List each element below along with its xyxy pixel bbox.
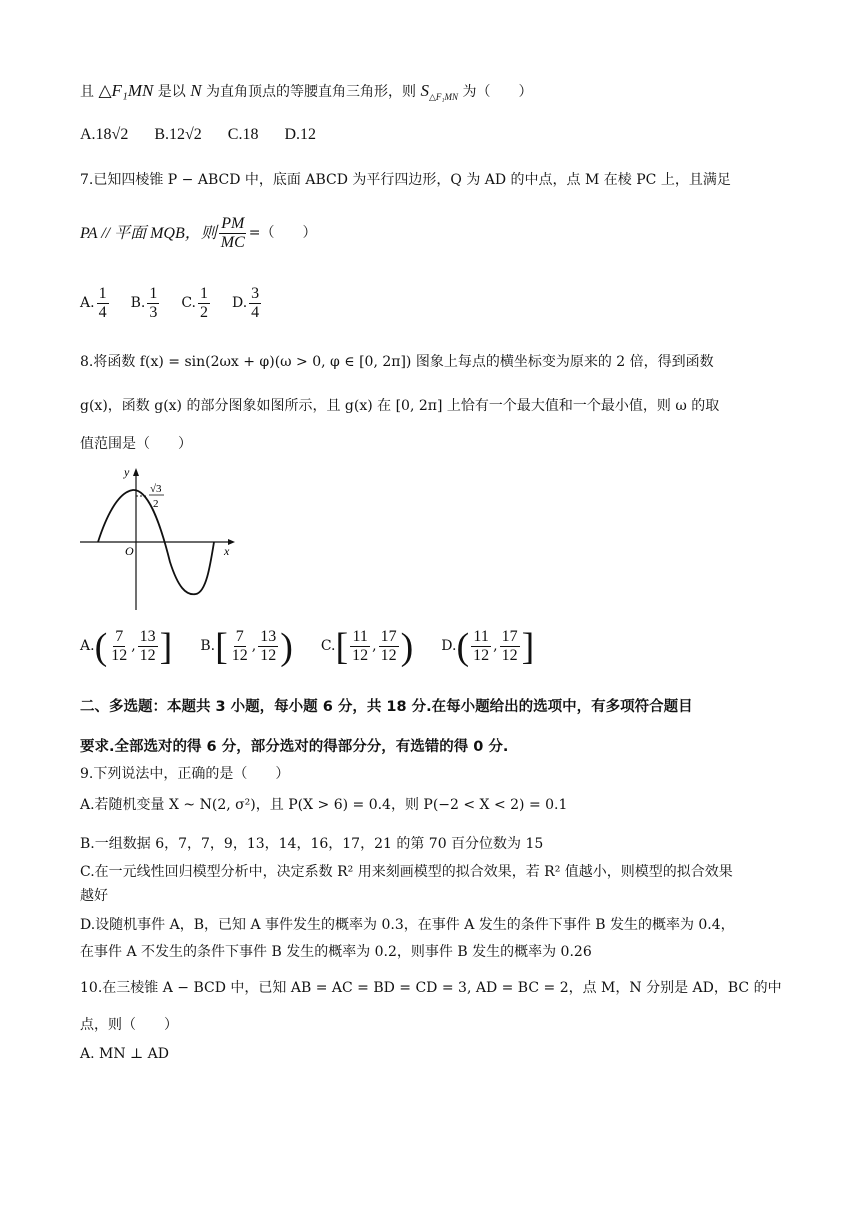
- q6-option-a: A.18√2: [80, 126, 129, 143]
- q8-close-bracket: ): [400, 626, 414, 668]
- q9-option-a: A.若随机变量 X ~ N(2, σ²)，且 P(X > 6) = 0.4，则 P(−2 < X < 2) = 0.1: [80, 797, 568, 813]
- q7-condition: [80, 216, 316, 252]
- q6-n: N: [190, 81, 202, 100]
- q9-option-c-2: 越好: [80, 888, 108, 904]
- q8-close-bracket: ): [280, 626, 293, 668]
- q8-lower-den: 12: [231, 646, 248, 664]
- q8-option-d: D. ( $\frac{11}{12}$ , $\frac{17}{12}$ ]: [441, 626, 535, 668]
- q6-prefix: 且: [80, 84, 94, 100]
- q6-desc: 为直角顶点的等腰直角三角形，则: [206, 84, 417, 100]
- q8-lower-den: 12: [111, 646, 128, 664]
- q7-option-label: C.: [181, 295, 196, 312]
- q7-option-num: 1: [149, 285, 158, 302]
- section2-heading-1: 二、多选题：本题共 3 小题，每小题 6 分，共 18 分.在每小题给出的选项中，有多项符合题目: [80, 699, 693, 715]
- q7-option-a: [80, 286, 111, 322]
- q8-open-bracket: (: [94, 626, 108, 668]
- q10-option-a: A. MN ⊥ AD: [80, 1046, 169, 1062]
- q8-upper-den: 12: [501, 646, 518, 664]
- q7-options: [80, 286, 283, 322]
- q8-lower-den: 12: [473, 646, 490, 664]
- y-axis-label: y: [124, 465, 130, 479]
- q6-stem: 且 △F₁MN 是以 N 为直角顶点的等腰直角三角形，则 $S_{\triangle F_1MN}$ 为（ ）: [80, 81, 533, 102]
- q8-upper-num: 13: [260, 627, 277, 645]
- value-den: 2: [153, 498, 159, 510]
- q6-option-b: B.12√2: [154, 126, 202, 143]
- q8-stem-3: 值范围是（ ）: [80, 436, 192, 452]
- q8-upper-den: 12: [260, 646, 277, 664]
- q8-open-bracket: [: [335, 626, 349, 668]
- q6-option-d: D.12: [284, 126, 317, 143]
- q8-open-bracket: [: [215, 626, 228, 668]
- q9-stem: 9.下列说法中，正确的是（ ）: [80, 766, 290, 782]
- q9-option-c-1: C.在一元线性回归模型分析中，决定系数 R² 用来刻画模型的拟合效果，若 R² 值越小，则模型的拟合效果: [80, 864, 733, 880]
- q7-stem: 7.已知四棱锥 P − ABCD 中，底面 ABCD 为平行四边形，Q 为 AD 的中点，点 M 在棱 PC 上，且满足: [80, 172, 731, 188]
- q7-condition-text: PA // 平面 MQB，则: [80, 225, 217, 243]
- value-num: √3: [150, 483, 162, 495]
- q8-upper-num: 17: [380, 627, 397, 645]
- q10-stem-1: 10.在三棱锥 A − BCD 中，已知 AB = AC = BD = CD = 3, AD = BC = 2，点 M，N 分别是 AD，BC 的中: [80, 980, 782, 996]
- q8-upper-den: 12: [380, 646, 397, 664]
- q10-stem-2: 点，则（ ）: [80, 1017, 178, 1033]
- q8-option-c: C. [ $\frac{11}{12}$ , $\frac{17}{12}$ ): [320, 626, 414, 668]
- q8-lower-num: 7: [235, 627, 244, 645]
- q7-option-den: 4: [251, 303, 260, 321]
- q7-option-label: B.: [130, 295, 146, 312]
- q7-option-b: [131, 286, 162, 322]
- q8-lower-num: 7: [115, 627, 124, 645]
- q8-open-bracket: (: [456, 626, 470, 668]
- q8-option-label: D.: [441, 638, 457, 655]
- q8-close-bracket: ]: [159, 626, 173, 668]
- q8-lower-den: 12: [352, 646, 369, 664]
- q8-upper-num: 17: [501, 627, 518, 645]
- q7-ratio-den: MC: [220, 233, 245, 251]
- q8-stem-1: 8.将函数 f(x) = sin(2ωx + φ)(ω > 0, φ ∈ [0, 2π]) 图象上每点的横坐标变为原来的 2 倍，得到函数: [80, 354, 714, 370]
- q8-upper-num: 13: [139, 627, 156, 645]
- y-axis-arrow-icon: [133, 468, 139, 476]
- q7-condition-suffix: =（ ）: [248, 225, 317, 242]
- q7-ratio-num: PM: [221, 215, 245, 232]
- q7-option-num: 1: [98, 285, 107, 302]
- q8-option-a: A. ( $\frac{7}{12}$ , $\frac{13}{12}$ ]: [80, 626, 173, 668]
- q7-option-den: 2: [199, 303, 208, 321]
- origin-label: O: [125, 544, 134, 558]
- q8-option-label: A.: [80, 638, 95, 655]
- q7-option-den: 3: [149, 303, 158, 321]
- q8-upper-den: 12: [139, 646, 156, 664]
- q8-option-b: B. [ $\frac{7}{12}$ , $\frac{13}{12}$ ): [200, 626, 293, 668]
- q8-lower-num: 11: [352, 627, 368, 645]
- q8-stem-2: g(x)，函数 g(x) 的部分图象如图所示，且 g(x) 在 [0, 2π] 上恰有一个最大值和一个最小值，则 ω 的取: [80, 398, 720, 414]
- q8-options: [80, 628, 554, 666]
- q8-sine-graph: [78, 462, 238, 614]
- q7-ratio: [219, 216, 247, 252]
- q6-area: S: [420, 81, 429, 100]
- q6-area-sub: △F₁MN: [428, 91, 459, 102]
- q6-options: [80, 125, 316, 145]
- q7-option-label: A.: [80, 295, 95, 312]
- q8-option-label: C.: [320, 638, 336, 655]
- x-axis-label: x: [224, 544, 230, 558]
- q7-option-label: D.: [231, 295, 248, 312]
- q6-option-c: C.18: [227, 126, 259, 143]
- q6-triangle: F₁MN: [111, 81, 154, 100]
- q9-option-b: B.一组数据 6，7，7，9，13，14，16，17，21 的第 70 百分位数为 15: [80, 836, 544, 852]
- q6-mid: 是以: [157, 84, 186, 100]
- q9-option-d-1: D.设随机事件 A，B，已知 A 事件发生的概率为 0.3，在事件 A 发生的条件下事件 B 发生的概率为 0.4，: [80, 917, 735, 933]
- q8-lower-num: 11: [473, 627, 489, 645]
- q8-option-label: B.: [200, 638, 216, 655]
- section2-heading-2: 要求.全部选对的得 6 分，部分选对的得部分分，有选错的得 0 分.: [80, 739, 509, 755]
- q7-option-num: 3: [251, 285, 260, 302]
- q7-option-num: 1: [199, 285, 208, 302]
- q7-option-d: [232, 286, 263, 322]
- q8-close-bracket: ]: [521, 626, 535, 668]
- q7-option-c: [181, 286, 212, 322]
- q9-option-d-2: 在事件 A 不发生的条件下事件 B 发生的概率为 0.2，则事件 B 发生的概率为 0.26: [80, 944, 592, 960]
- q6-suffix: 为（ ）: [462, 84, 533, 100]
- q7-option-den: 4: [98, 303, 107, 321]
